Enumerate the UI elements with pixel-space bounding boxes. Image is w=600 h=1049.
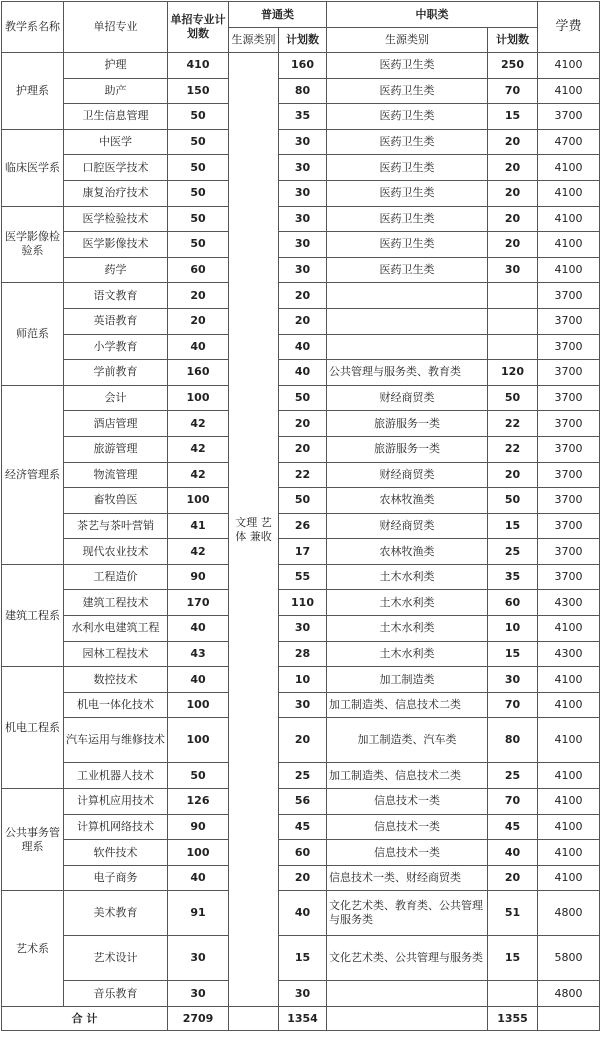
header-voc-count: 计划数 [488, 28, 538, 53]
vocational-count: 250 [488, 53, 538, 79]
general-count: 56 [279, 789, 327, 815]
header-fee: 学费 [538, 2, 600, 53]
general-count: 20 [279, 436, 327, 462]
vocational-count [488, 308, 538, 334]
vocational-source: 医药卫生类 [327, 155, 488, 181]
major-name: 医学影像技术 [64, 232, 168, 258]
major-name: 建筑工程技术 [64, 590, 168, 616]
vocational-source: 加工制造类、信息技术二类 [327, 763, 488, 789]
general-count: 80 [279, 78, 327, 104]
vocational-source [327, 334, 488, 360]
table-row [2, 840, 600, 866]
general-count: 50 [279, 488, 327, 514]
plan-count: 150 [168, 78, 229, 104]
vocational-source: 公共管理与服务类、教育类 [327, 360, 488, 386]
vocational-count: 51 [488, 891, 538, 936]
tuition-fee: 4100 [538, 840, 600, 866]
table-row [2, 564, 600, 590]
table-row [2, 206, 600, 232]
major-name: 医学检验技术 [64, 206, 168, 232]
vocational-source [327, 308, 488, 334]
vocational-source: 土木水利类 [327, 616, 488, 642]
plan-count: 50 [168, 129, 229, 155]
vocational-source: 土木水利类 [327, 641, 488, 667]
major-name: 护理 [64, 53, 168, 79]
department-name: 建筑工程系 [2, 564, 64, 666]
general-count: 40 [279, 891, 327, 936]
tuition-fee: 4100 [538, 53, 600, 79]
header-general-count: 计划数 [279, 28, 327, 53]
vocational-count: 30 [488, 667, 538, 693]
table-row [2, 411, 600, 437]
plan-count: 20 [168, 308, 229, 334]
vocational-count: 15 [488, 641, 538, 667]
vocational-source: 信息技术一类、财经商贸类 [327, 865, 488, 891]
vocational-source: 医药卫生类 [327, 78, 488, 104]
plan-count: 100 [168, 718, 229, 763]
general-count: 20 [279, 411, 327, 437]
vocational-source: 旅游服务一类 [327, 411, 488, 437]
table-row [2, 789, 600, 815]
header-vocational: 中职类 [327, 2, 538, 28]
enrollment-plan-table [1, 1, 600, 1031]
general-count: 40 [279, 334, 327, 360]
department-name: 公共事务管理系 [2, 789, 64, 891]
general-count: 60 [279, 840, 327, 866]
table-row [2, 641, 600, 667]
vocational-count: 35 [488, 564, 538, 590]
vocational-count: 22 [488, 411, 538, 437]
major-name: 旅游管理 [64, 436, 168, 462]
vocational-count: 70 [488, 789, 538, 815]
plan-count: 100 [168, 840, 229, 866]
table-row [2, 360, 600, 386]
table-row [2, 718, 600, 763]
table-row [2, 53, 600, 79]
plan-count: 126 [168, 789, 229, 815]
totals-plan: 2709 [168, 1007, 229, 1031]
plan-count: 50 [168, 155, 229, 181]
header-voc-source: 生源类别 [327, 28, 488, 53]
general-count: 28 [279, 641, 327, 667]
vocational-count: 60 [488, 590, 538, 616]
vocational-source: 农林牧渔类 [327, 539, 488, 565]
table-row [2, 308, 600, 334]
header-department: 教学系名称 [2, 2, 64, 53]
general-count: 20 [279, 308, 327, 334]
major-name: 英语教育 [64, 308, 168, 334]
vocational-count [488, 334, 538, 360]
header-general: 普通类 [229, 2, 327, 28]
plan-count: 100 [168, 385, 229, 411]
major-name: 卫生信息管理 [64, 104, 168, 130]
vocational-count: 50 [488, 385, 538, 411]
vocational-count [488, 981, 538, 1007]
general-count: 50 [279, 385, 327, 411]
vocational-source: 土木水利类 [327, 590, 488, 616]
table-row [2, 936, 600, 981]
tuition-fee: 3700 [538, 360, 600, 386]
general-source-all: 文理 艺体 兼收 [229, 53, 279, 1007]
general-count: 20 [279, 718, 327, 763]
vocational-count: 120 [488, 360, 538, 386]
vocational-source: 医药卫生类 [327, 104, 488, 130]
table-row [2, 232, 600, 258]
major-name: 计算机网络技术 [64, 814, 168, 840]
vocational-source: 信息技术一类 [327, 814, 488, 840]
vocational-count: 10 [488, 616, 538, 642]
vocational-count: 20 [488, 129, 538, 155]
tuition-fee: 4100 [538, 155, 600, 181]
plan-count: 60 [168, 257, 229, 283]
department-name: 机电工程系 [2, 667, 64, 789]
vocational-source: 医药卫生类 [327, 180, 488, 206]
tuition-fee: 3700 [538, 436, 600, 462]
tuition-fee: 4700 [538, 129, 600, 155]
table-row [2, 78, 600, 104]
vocational-count: 20 [488, 232, 538, 258]
plan-count: 90 [168, 564, 229, 590]
tuition-fee: 3700 [538, 385, 600, 411]
major-name: 茶艺与茶叶营销 [64, 513, 168, 539]
major-name: 工程造价 [64, 564, 168, 590]
vocational-count: 20 [488, 206, 538, 232]
general-count: 45 [279, 814, 327, 840]
tuition-fee: 5800 [538, 936, 600, 981]
table-row [2, 891, 600, 936]
tuition-fee: 4100 [538, 78, 600, 104]
general-count: 10 [279, 667, 327, 693]
tuition-fee: 4100 [538, 667, 600, 693]
tuition-fee: 4300 [538, 590, 600, 616]
plan-count: 41 [168, 513, 229, 539]
vocational-source: 加工制造类、信息技术二类 [327, 692, 488, 718]
department-name: 临床医学系 [2, 129, 64, 206]
major-name: 学前教育 [64, 360, 168, 386]
vocational-source: 财经商贸类 [327, 513, 488, 539]
major-name: 畜牧兽医 [64, 488, 168, 514]
vocational-source: 加工制造类 [327, 667, 488, 693]
totals-label: 合 计 [2, 1007, 168, 1031]
vocational-source: 旅游服务一类 [327, 436, 488, 462]
header-plan-total: 单招专业计划数 [168, 2, 229, 53]
major-name: 计算机应用技术 [64, 789, 168, 815]
vocational-count: 20 [488, 865, 538, 891]
vocational-count: 25 [488, 763, 538, 789]
table-row [2, 667, 600, 693]
major-name: 中医学 [64, 129, 168, 155]
table-row [2, 462, 600, 488]
vocational-count: 20 [488, 462, 538, 488]
vocational-source [327, 981, 488, 1007]
tuition-fee: 3700 [538, 513, 600, 539]
table-row [2, 616, 600, 642]
vocational-count: 22 [488, 436, 538, 462]
table-row [2, 981, 600, 1007]
major-name: 机电一体化技术 [64, 692, 168, 718]
header-row-1 [2, 2, 600, 28]
department-name: 护理系 [2, 53, 64, 130]
vocational-source: 医药卫生类 [327, 232, 488, 258]
general-count: 110 [279, 590, 327, 616]
general-count: 160 [279, 53, 327, 79]
tuition-fee: 3700 [538, 104, 600, 130]
general-count: 30 [279, 257, 327, 283]
major-name: 水利水电建筑工程 [64, 616, 168, 642]
major-name: 小学教育 [64, 334, 168, 360]
tuition-fee: 4300 [538, 641, 600, 667]
plan-count: 40 [168, 667, 229, 693]
tuition-fee: 4800 [538, 891, 600, 936]
table-row [2, 513, 600, 539]
totals-general: 1354 [279, 1007, 327, 1031]
tuition-fee: 3700 [538, 488, 600, 514]
plan-count: 40 [168, 334, 229, 360]
general-count: 30 [279, 692, 327, 718]
vocational-count: 15 [488, 936, 538, 981]
major-name: 电子商务 [64, 865, 168, 891]
plan-count: 160 [168, 360, 229, 386]
tuition-fee: 4100 [538, 865, 600, 891]
vocational-source: 医药卫生类 [327, 53, 488, 79]
table-row [2, 334, 600, 360]
major-name: 物流管理 [64, 462, 168, 488]
vocational-source: 加工制造类、汽车类 [327, 718, 488, 763]
vocational-count: 15 [488, 104, 538, 130]
table-row [2, 488, 600, 514]
vocational-count: 50 [488, 488, 538, 514]
major-name: 软件技术 [64, 840, 168, 866]
totals-fee [538, 1007, 600, 1031]
vocational-count: 80 [488, 718, 538, 763]
plan-count: 42 [168, 462, 229, 488]
vocational-source: 财经商贸类 [327, 385, 488, 411]
vocational-count: 45 [488, 814, 538, 840]
plan-count: 42 [168, 539, 229, 565]
vocational-source: 信息技术一类 [327, 840, 488, 866]
vocational-count: 25 [488, 539, 538, 565]
vocational-count: 30 [488, 257, 538, 283]
general-count: 17 [279, 539, 327, 565]
table-row [2, 436, 600, 462]
general-count: 30 [279, 129, 327, 155]
table-row [2, 763, 600, 789]
vocational-source [327, 283, 488, 309]
major-name: 数控技术 [64, 667, 168, 693]
general-count: 22 [279, 462, 327, 488]
major-name: 工业机器人技术 [64, 763, 168, 789]
vocational-source: 文化艺术类、公共管理与服务类 [327, 936, 488, 981]
major-name: 现代农业技术 [64, 539, 168, 565]
major-name: 艺术设计 [64, 936, 168, 981]
plan-count: 43 [168, 641, 229, 667]
major-name: 语文教育 [64, 283, 168, 309]
plan-count: 410 [168, 53, 229, 79]
tuition-fee: 4100 [538, 763, 600, 789]
tuition-fee: 4100 [538, 206, 600, 232]
plan-count: 20 [168, 283, 229, 309]
plan-count: 100 [168, 692, 229, 718]
vocational-count: 40 [488, 840, 538, 866]
vocational-source: 医药卫生类 [327, 206, 488, 232]
vocational-count: 15 [488, 513, 538, 539]
plan-count: 40 [168, 865, 229, 891]
department-name: 经济管理系 [2, 385, 64, 564]
general-count: 26 [279, 513, 327, 539]
vocational-source: 医药卫生类 [327, 257, 488, 283]
table-row [2, 865, 600, 891]
tuition-fee: 3700 [538, 334, 600, 360]
table-row [2, 692, 600, 718]
plan-count: 90 [168, 814, 229, 840]
department-name: 艺术系 [2, 891, 64, 1007]
plan-count: 40 [168, 616, 229, 642]
tuition-fee: 3700 [538, 564, 600, 590]
vocational-source: 财经商贸类 [327, 462, 488, 488]
vocational-source: 农林牧渔类 [327, 488, 488, 514]
general-count: 30 [279, 155, 327, 181]
table-row [2, 129, 600, 155]
table-row [2, 283, 600, 309]
major-name: 汽车运用与维修技术 [64, 718, 168, 763]
plan-count: 42 [168, 436, 229, 462]
tuition-fee: 4100 [538, 789, 600, 815]
table-row [2, 155, 600, 181]
vocational-count [488, 283, 538, 309]
totals-general-source [229, 1007, 279, 1031]
vocational-source: 文化艺术类、教育类、公共管理与服务类 [327, 891, 488, 936]
major-name: 药学 [64, 257, 168, 283]
tuition-fee: 4100 [538, 814, 600, 840]
general-count: 20 [279, 865, 327, 891]
department-name: 师范系 [2, 283, 64, 385]
plan-count: 91 [168, 891, 229, 936]
totals-row [2, 1007, 600, 1031]
general-count: 20 [279, 283, 327, 309]
plan-count: 30 [168, 981, 229, 1007]
vocational-source: 医药卫生类 [327, 129, 488, 155]
general-count: 25 [279, 763, 327, 789]
tuition-fee: 3700 [538, 308, 600, 334]
tuition-fee: 4100 [538, 692, 600, 718]
general-count: 30 [279, 232, 327, 258]
major-name: 会计 [64, 385, 168, 411]
tuition-fee: 3700 [538, 411, 600, 437]
plan-count: 50 [168, 232, 229, 258]
plan-count: 50 [168, 180, 229, 206]
header-general-source: 生源类别 [229, 28, 279, 53]
general-count: 35 [279, 104, 327, 130]
table-row [2, 814, 600, 840]
tuition-fee: 4100 [538, 718, 600, 763]
totals-voc-source [327, 1007, 488, 1031]
table-row [2, 104, 600, 130]
major-name: 康复治疗技术 [64, 180, 168, 206]
table-row [2, 539, 600, 565]
table-row [2, 590, 600, 616]
tuition-fee: 3700 [538, 462, 600, 488]
table-row [2, 385, 600, 411]
tuition-fee: 4100 [538, 180, 600, 206]
general-count: 30 [279, 180, 327, 206]
general-count: 30 [279, 206, 327, 232]
plan-count: 50 [168, 763, 229, 789]
general-count: 30 [279, 616, 327, 642]
plan-count: 30 [168, 936, 229, 981]
major-name: 酒店管理 [64, 411, 168, 437]
general-count: 15 [279, 936, 327, 981]
major-name: 助产 [64, 78, 168, 104]
general-count: 55 [279, 564, 327, 590]
header-major: 单招专业 [64, 2, 168, 53]
general-count: 40 [279, 360, 327, 386]
tuition-fee: 4100 [538, 257, 600, 283]
plan-count: 50 [168, 104, 229, 130]
plan-count: 42 [168, 411, 229, 437]
tuition-fee: 4800 [538, 981, 600, 1007]
vocational-count: 20 [488, 180, 538, 206]
totals-vocational: 1355 [488, 1007, 538, 1031]
vocational-source: 土木水利类 [327, 564, 488, 590]
vocational-source: 信息技术一类 [327, 789, 488, 815]
major-name: 美术教育 [64, 891, 168, 936]
plan-count: 50 [168, 206, 229, 232]
vocational-count: 70 [488, 78, 538, 104]
tuition-fee: 3700 [538, 283, 600, 309]
general-count: 30 [279, 981, 327, 1007]
tuition-fee: 3700 [538, 539, 600, 565]
table-row [2, 180, 600, 206]
vocational-count: 70 [488, 692, 538, 718]
plan-count: 170 [168, 590, 229, 616]
department-name: 医学影像检验系 [2, 206, 64, 283]
table-row [2, 257, 600, 283]
tuition-fee: 4100 [538, 232, 600, 258]
plan-count: 100 [168, 488, 229, 514]
major-name: 音乐教育 [64, 981, 168, 1007]
major-name: 园林工程技术 [64, 641, 168, 667]
tuition-fee: 4100 [538, 616, 600, 642]
major-name: 口腔医学技术 [64, 155, 168, 181]
vocational-count: 20 [488, 155, 538, 181]
